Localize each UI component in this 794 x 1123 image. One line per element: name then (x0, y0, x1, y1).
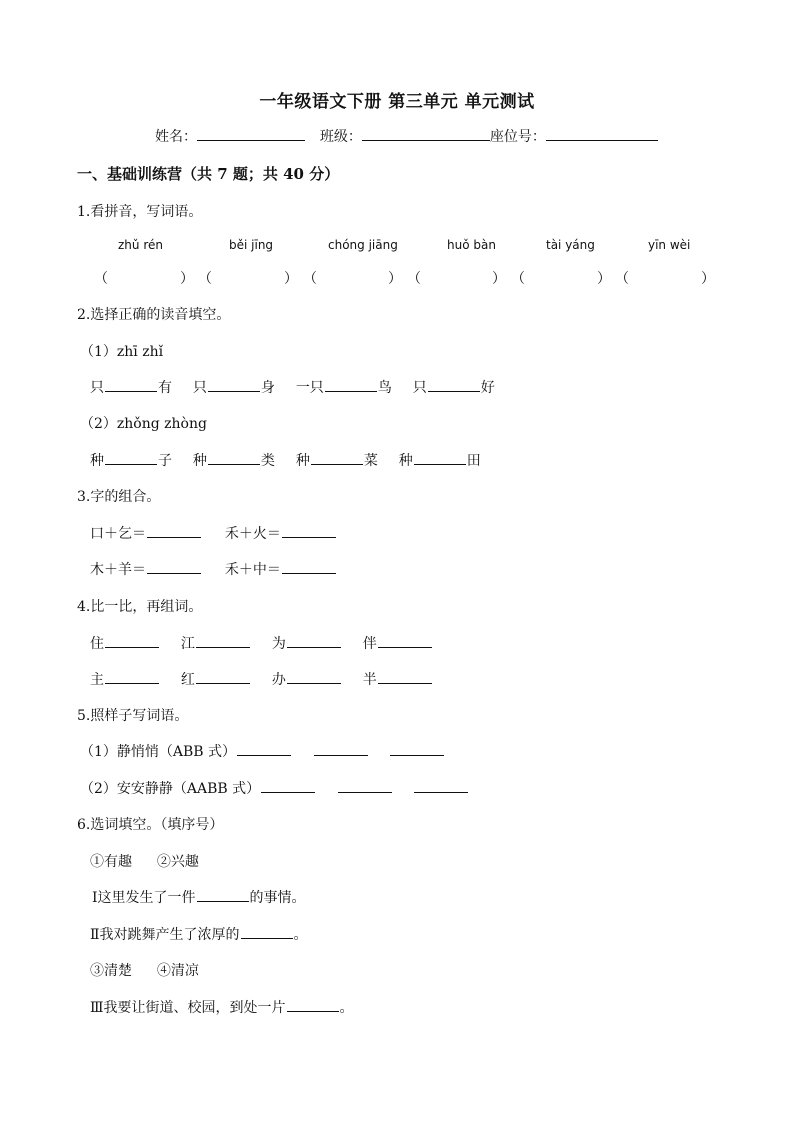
fill-blank[interactable] (428, 377, 480, 392)
sentence-text: 。 (293, 927, 308, 943)
q2-char: 一只 (295, 380, 324, 396)
q2-char: 田 (466, 453, 481, 469)
fill-blank[interactable] (287, 669, 341, 684)
q4-char: 伴 (362, 636, 377, 652)
question-5-prompt: 5.照样子写词语。 (77, 708, 189, 724)
q3-expression: 木＋羊＝ (90, 562, 146, 578)
fill-blank[interactable] (378, 633, 432, 648)
fill-blank[interactable] (196, 669, 250, 684)
paren-open: （ (511, 271, 525, 287)
q2-char: 种 (90, 453, 104, 469)
fill-blank[interactable] (325, 377, 377, 392)
fill-blank[interactable] (414, 450, 466, 465)
paren-close: ） (284, 271, 298, 287)
q2-char: 只 (412, 380, 427, 396)
q4-char: 半 (362, 672, 377, 688)
fill-blank[interactable] (282, 559, 336, 574)
q2-char: 种 (398, 453, 413, 469)
seat-blank[interactable] (546, 126, 658, 141)
paren-open: （ (94, 271, 108, 287)
q3-row-2 (90, 559, 337, 579)
q6-options-2 (90, 960, 199, 980)
pinyin-item: běi jīng (229, 238, 274, 252)
q2-char: 好 (480, 380, 495, 396)
q3-row-1 (90, 523, 337, 543)
question-6-prompt: 6.选词填空。（填序号） (77, 817, 224, 833)
q6-options-1 (90, 851, 199, 871)
pinyin-item: chóng jiāng (328, 238, 398, 252)
fill-blank[interactable] (105, 377, 157, 392)
q2-group1-row (90, 377, 495, 397)
fill-blank[interactable] (147, 523, 201, 538)
sentence-text: Ⅱ我对跳舞产生了浓厚的 (90, 927, 240, 943)
pinyin-row (0, 238, 794, 256)
fill-blank[interactable] (414, 778, 468, 793)
q6-sentence-2 (90, 924, 308, 944)
name-blank[interactable] (197, 126, 305, 141)
q3-expression: 口＋乞＝ (90, 526, 146, 542)
q5-item-1 (80, 741, 445, 761)
q5-example: （2）安安静静（AABB 式） (80, 781, 261, 797)
q6-sentence-1 (92, 887, 306, 907)
fill-blank[interactable] (314, 741, 368, 756)
fill-blank[interactable] (390, 741, 444, 756)
sentence-text: Ⅲ我要让街道、校园，到处一片 (90, 1000, 286, 1016)
question-3-prompt: 3.字的组合。 (77, 489, 161, 505)
section-heading: 一、基础训练营（共 7 题；共 40 分） (77, 165, 340, 183)
q4-row-2 (90, 669, 433, 689)
fill-blank[interactable] (208, 450, 260, 465)
class-label: 班级： (319, 129, 362, 145)
q3-expression: 禾＋中＝ (224, 562, 281, 578)
q5-item-2 (80, 778, 469, 798)
q4-char: 江 (180, 636, 195, 652)
q2-group2-label: （2）zhǒng zhòng (80, 416, 207, 432)
seat-label: 座位号： (489, 129, 546, 145)
pinyin-item: zhǔ rén (118, 238, 163, 252)
paren-close: ） (388, 271, 402, 287)
q5-example: （1）静悄悄（ABB 式） (80, 744, 237, 760)
q6-option: ①有趣 (90, 854, 132, 870)
q4-char: 住 (90, 636, 104, 652)
fill-blank[interactable] (261, 778, 315, 793)
fill-blank[interactable] (241, 924, 293, 939)
q3-expression: 禾＋火＝ (224, 526, 281, 542)
fill-blank[interactable] (196, 633, 250, 648)
q2-char: 子 (158, 453, 172, 469)
q2-char: 类 (260, 453, 275, 469)
paren-close: ） (180, 271, 194, 287)
fill-blank[interactable] (282, 523, 336, 538)
q4-row-1 (90, 633, 433, 653)
paren-close: ） (597, 271, 611, 287)
answer-paren-row (0, 268, 794, 288)
q2-char: 身 (260, 380, 275, 396)
fill-blank[interactable] (287, 997, 339, 1012)
q2-char: 有 (158, 380, 172, 396)
pinyin-item: yīn wèi (648, 238, 691, 252)
sentence-text: 的事情。 (249, 890, 306, 906)
paren-open: （ (407, 271, 421, 287)
paren-close: ） (701, 271, 715, 287)
paren-close: ） (492, 271, 506, 287)
fill-blank[interactable] (338, 778, 392, 793)
q2-char: 种 (295, 453, 310, 469)
sentence-text: Ⅰ这里发生了一件 (92, 890, 196, 906)
pinyin-item: huǒ bàn (447, 238, 496, 252)
fill-blank[interactable] (197, 887, 249, 902)
q2-char: 种 (192, 453, 207, 469)
q2-char: 鸟 (377, 380, 392, 396)
q6-option: ②兴趣 (156, 854, 199, 870)
q4-char: 主 (90, 672, 104, 688)
paren-open: （ (615, 271, 629, 287)
class-blank[interactable] (362, 126, 490, 141)
name-label: 姓名： (155, 129, 197, 145)
paren-open: （ (198, 271, 212, 287)
q4-char: 办 (271, 672, 286, 688)
paren-open: （ (303, 271, 317, 287)
q2-char: 只 (192, 380, 207, 396)
fill-blank[interactable] (237, 741, 291, 756)
pinyin-item: tài yáng (546, 238, 595, 252)
fill-blank[interactable] (208, 377, 260, 392)
q2-group2-row (90, 450, 481, 470)
q6-option: ③清楚 (90, 963, 132, 979)
page-title: 一年级语文下册 第三单元 单元测试 (259, 92, 535, 112)
fill-blank[interactable] (311, 450, 363, 465)
fill-blank[interactable] (105, 633, 159, 648)
student-info-line (155, 126, 658, 146)
fill-blank[interactable] (105, 450, 157, 465)
q2-group1-label: （1）zhī zhǐ (80, 344, 164, 360)
question-1-prompt: 1.看拼音，写词语。 (77, 204, 203, 220)
sentence-text: 。 (339, 1000, 354, 1016)
question-2-prompt: 2.选择正确的读音填空。 (77, 307, 231, 323)
fill-blank[interactable] (287, 633, 341, 648)
q2-char: 只 (90, 380, 104, 396)
question-4-prompt: 4.比一比，再组词。 (77, 599, 203, 615)
fill-blank[interactable] (147, 559, 201, 574)
fill-blank[interactable] (105, 669, 159, 684)
q4-char: 为 (271, 636, 286, 652)
q2-char: 菜 (363, 453, 378, 469)
q4-char: 红 (180, 672, 195, 688)
q6-option: ④清凉 (156, 963, 199, 979)
fill-blank[interactable] (378, 669, 432, 684)
q6-sentence-3 (90, 997, 354, 1017)
